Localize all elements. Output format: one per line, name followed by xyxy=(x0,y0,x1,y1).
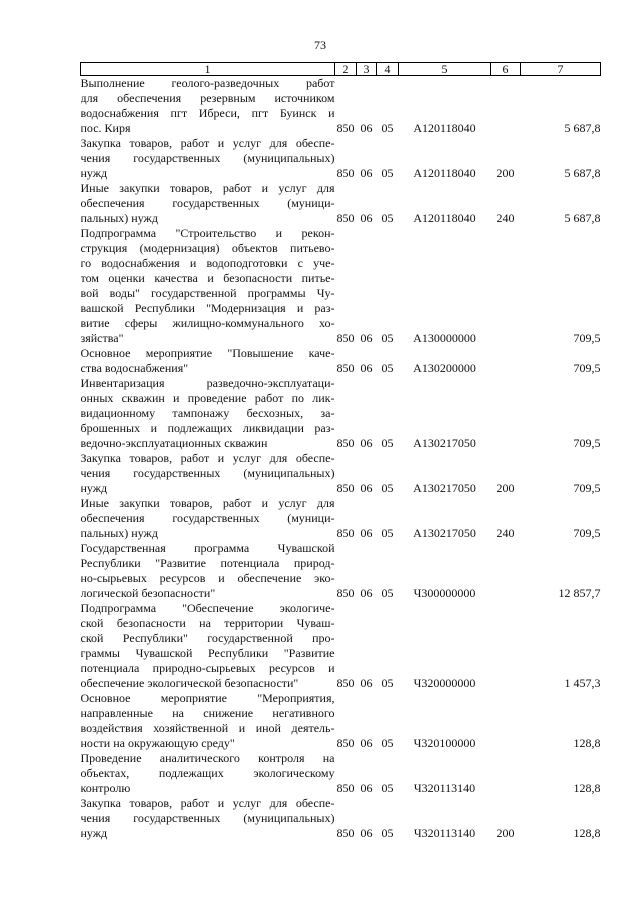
subsection-code: 05 xyxy=(381,736,394,750)
section-code: 06 xyxy=(360,781,373,795)
expense-type-code xyxy=(491,226,521,346)
section-code: 06 xyxy=(360,526,373,540)
section-code: 06 xyxy=(360,211,373,225)
row-name-line: для обеспечения резервным источником xyxy=(80,91,335,105)
target-article-code: А130217050 xyxy=(413,481,476,495)
section-code: 06 xyxy=(360,331,373,345)
subsection-code: 05 xyxy=(381,586,394,600)
row-name xyxy=(81,601,335,691)
row-name-line: Выполнение геолого-разведочных работ xyxy=(80,76,335,90)
row-name-line: видационному тампонажу бесхозных, за- xyxy=(80,406,335,420)
subsection-code: 05 xyxy=(381,676,394,690)
section-code: 06 xyxy=(360,166,373,180)
ministry-code: 850 xyxy=(336,166,355,180)
amount: 709,5 xyxy=(573,331,601,345)
col-header-2: 2 xyxy=(335,63,357,76)
ministry-code: 850 xyxy=(336,121,355,135)
row-name-line: чения государственных (муниципальных) xyxy=(80,466,335,480)
row-name-line: пос. Киря xyxy=(80,121,131,135)
section-code: 06 xyxy=(360,121,373,135)
target-article-code: Ч320113140 xyxy=(413,826,476,840)
amount: 128,8 xyxy=(573,736,601,750)
subsection-code: 05 xyxy=(381,166,394,180)
row-name-line: Основное мероприятие "Повышение каче- xyxy=(80,346,335,360)
table-row xyxy=(81,346,601,376)
row-name xyxy=(81,346,335,376)
table-body xyxy=(81,76,601,842)
section-code: 06 xyxy=(360,436,373,450)
table-row xyxy=(81,601,601,691)
row-name-line: Инвентаризация разведочно-эксплуатаци- xyxy=(80,376,335,390)
row-name xyxy=(81,796,335,841)
ministry-code: 850 xyxy=(336,436,355,450)
target-article-code: А130000000 xyxy=(413,331,476,345)
subsection-code: 05 xyxy=(381,526,394,540)
target-article-code: А120118040 xyxy=(413,211,476,225)
section-code: 06 xyxy=(360,826,373,840)
row-name xyxy=(81,226,335,346)
ministry-code: 850 xyxy=(336,781,355,795)
subsection-code: 05 xyxy=(381,331,394,345)
ministry-code: 850 xyxy=(336,586,355,600)
section-code: 06 xyxy=(360,676,373,690)
ministry-code: 850 xyxy=(336,526,355,540)
col-header-1: 1 xyxy=(81,63,335,76)
amount: 709,5 xyxy=(573,436,601,450)
row-name xyxy=(81,136,335,181)
row-name-line: потенциала природно-сырьевых ресурсов и xyxy=(80,661,335,675)
row-name-line: ской Республики" государственной про- xyxy=(80,631,335,645)
row-name xyxy=(81,376,335,451)
expense-type-code xyxy=(491,76,521,137)
row-name-line: обеспечение экологической безопасности" xyxy=(80,676,299,690)
amount: 709,5 xyxy=(573,361,601,375)
row-name-line: обеспечения государственных (муници- xyxy=(80,511,335,525)
expense-type-code xyxy=(491,601,521,691)
row-name-line: зяйства" xyxy=(80,331,124,345)
target-article-code: А130217050 xyxy=(413,526,476,540)
row-name-line: струкция (модернизация) объектов питьево- xyxy=(80,241,335,255)
row-name-line: ведочно-эксплуатационных скважин xyxy=(80,436,268,450)
row-name-line: граммы Чувашской Республики "Развитие xyxy=(80,646,335,660)
row-name-line: брошенных и подлежащих ликвидации раз- xyxy=(80,421,335,435)
row-name-line: онных скважин и проведение работ по лик- xyxy=(80,391,335,405)
row-name-line: Государственная программа Чувашской xyxy=(80,541,335,555)
subsection-code: 05 xyxy=(381,361,394,375)
row-name-line: вой воды" государственной программы Чу- xyxy=(80,286,335,300)
row-name-line: пальных) нужд xyxy=(80,211,158,225)
subsection-code: 05 xyxy=(381,121,394,135)
amount: 5 687,8 xyxy=(564,166,601,180)
section-code: 06 xyxy=(360,736,373,750)
row-name-line: витие сферы жилищно-коммунального хо- xyxy=(80,316,335,330)
row-name-line: чения государственных (муниципальных) xyxy=(80,811,335,825)
row-name-line: водоснабжения пгт Ибреси, пгт Буинск и xyxy=(80,106,335,120)
table-row xyxy=(81,76,601,137)
col-header-6: 6 xyxy=(491,63,521,76)
section-code: 06 xyxy=(360,586,373,600)
ministry-code: 850 xyxy=(336,826,355,840)
row-name-line: Основное мероприятие "Мероприятия, xyxy=(80,691,335,705)
amount: 12 857,7 xyxy=(558,586,601,600)
subsection-code: 05 xyxy=(381,781,394,795)
subsection-code: 05 xyxy=(381,481,394,495)
row-name xyxy=(81,751,335,796)
expense-type-code: 200 xyxy=(496,826,515,840)
amount: 128,8 xyxy=(573,781,601,795)
row-name xyxy=(81,181,335,226)
row-name-line: го водоснабжения и водоподготовки с уче- xyxy=(80,256,335,270)
ministry-code: 850 xyxy=(336,481,355,495)
expense-type-code xyxy=(491,751,521,796)
amount: 1 457,3 xyxy=(564,676,601,690)
page-number: 73 xyxy=(314,38,326,52)
row-name-line: Подпрограмма "Обеспечение экологиче- xyxy=(80,601,335,615)
table-row xyxy=(81,796,601,841)
row-name-line: нужд xyxy=(80,166,108,180)
amount: 5 687,8 xyxy=(564,121,601,135)
row-name-line: контролю xyxy=(80,781,131,795)
target-article-code: А120118040 xyxy=(413,166,476,180)
row-name-line: воздействия хозяйственной и иной деятель- xyxy=(80,721,335,735)
expense-type-code: 240 xyxy=(496,211,515,225)
target-article-code: А120118040 xyxy=(413,121,476,135)
row-name xyxy=(81,541,335,601)
row-name-line: Закупка товаров, работ и услуг для обеспе- xyxy=(80,796,335,810)
ministry-code: 850 xyxy=(336,676,355,690)
ministry-code: 850 xyxy=(336,331,355,345)
row-name-line: пальных) нужд xyxy=(80,526,158,540)
target-article-code: Ч320000000 xyxy=(413,676,476,690)
row-name-line: Закупка товаров, работ и услуг для обеспе- xyxy=(80,136,335,150)
row-name-line: логической безопасности" xyxy=(80,586,216,600)
row-name xyxy=(81,451,335,496)
target-article-code: А130200000 xyxy=(413,361,476,375)
row-name-line: обеспечения государственных (муници- xyxy=(80,196,335,210)
row-name-line: Проведение аналитического контроля на xyxy=(80,751,335,765)
row-name-line: нужд xyxy=(80,826,108,840)
table-row xyxy=(81,541,601,601)
row-name-line: Подпрограмма "Строительство и рекон- xyxy=(80,226,335,240)
amount: 709,5 xyxy=(573,481,601,495)
expense-type-code xyxy=(491,691,521,751)
subsection-code: 05 xyxy=(381,826,394,840)
ministry-code: 850 xyxy=(336,361,355,375)
row-name-line: чения государственных (муниципальных) xyxy=(80,151,335,165)
col-header-3: 3 xyxy=(357,63,377,76)
section-code: 06 xyxy=(360,481,373,495)
table-row xyxy=(81,751,601,796)
target-article-code: А130217050 xyxy=(413,436,476,450)
target-article-code: Ч320113140 xyxy=(413,781,476,795)
amount: 709,5 xyxy=(573,526,601,540)
expense-type-code xyxy=(491,346,521,376)
subsection-code: 05 xyxy=(381,436,394,450)
ministry-code: 850 xyxy=(336,211,355,225)
expense-type-code xyxy=(491,541,521,601)
table-row xyxy=(81,451,601,496)
target-article-code: Ч320100000 xyxy=(413,736,476,750)
table-header-row xyxy=(81,63,601,76)
expense-type-code xyxy=(491,376,521,451)
col-header-5: 5 xyxy=(399,63,491,76)
row-name-line: ской безопасности на территории Чуваш- xyxy=(80,616,335,630)
expense-type-code: 240 xyxy=(496,526,515,540)
table-row xyxy=(81,496,601,541)
col-header-7: 7 xyxy=(521,63,601,76)
budget-table xyxy=(80,62,601,841)
table-row xyxy=(81,136,601,181)
row-name-line: Республики "Развитие потенциала природ- xyxy=(80,556,335,570)
expense-type-code: 200 xyxy=(496,166,515,180)
row-name xyxy=(81,76,335,137)
row-name-line: Иные закупки товаров, работ и услуг для xyxy=(80,496,335,510)
target-article-code: Ч300000000 xyxy=(413,586,476,600)
col-header-4: 4 xyxy=(377,63,399,76)
row-name-line: Закупка товаров, работ и услуг для обеспе- xyxy=(80,451,335,465)
table-row xyxy=(81,226,601,346)
row-name xyxy=(81,496,335,541)
row-name-line: том оценки качества и безопасности питье- xyxy=(80,271,335,285)
table-row xyxy=(81,691,601,751)
row-name-line: Иные закупки товаров, работ и услуг для xyxy=(80,181,335,195)
table-row xyxy=(81,376,601,451)
row-name-line: но-сырьевых ресурсов и обеспечение эко- xyxy=(80,571,335,585)
row-name-line: направленные на снижение негативного xyxy=(80,706,335,720)
table-row xyxy=(81,181,601,226)
subsection-code: 05 xyxy=(381,211,394,225)
expense-type-code: 200 xyxy=(496,481,515,495)
row-name-line: вашской Республики "Модернизация и раз- xyxy=(80,301,335,315)
section-code: 06 xyxy=(360,361,373,375)
row-name-line: объектах, подлежащих экологическому xyxy=(80,766,335,780)
row-name xyxy=(81,691,335,751)
row-name-line: ства водоснабжения" xyxy=(80,361,189,375)
amount: 5 687,8 xyxy=(564,211,601,225)
ministry-code: 850 xyxy=(336,736,355,750)
amount: 128,8 xyxy=(573,826,601,840)
row-name-line: нужд xyxy=(80,481,108,495)
row-name-line: ности на окружающую среду" xyxy=(80,736,235,750)
